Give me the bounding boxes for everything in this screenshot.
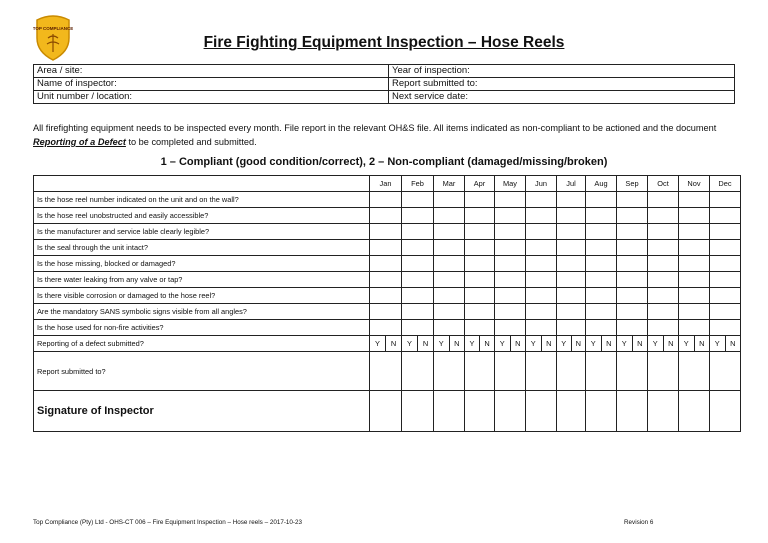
check-cell-apr[interactable]: [465, 208, 495, 224]
next-service-date-field[interactable]: Next service date:: [389, 91, 735, 104]
check-cell-feb[interactable]: [402, 240, 434, 256]
check-cell-jan[interactable]: [370, 320, 402, 336]
check-cell-mar[interactable]: [434, 272, 465, 288]
no-option[interactable]: N: [699, 339, 705, 348]
check-cell-jan[interactable]: [370, 288, 402, 304]
reporting-defect-reference: Reporting of a Defect: [33, 137, 126, 147]
signature-cell-sep[interactable]: [617, 391, 648, 432]
check-cell-sep[interactable]: [617, 240, 648, 256]
question-label: Is the hose missing, blocked or damaged?: [34, 256, 370, 272]
check-cell-sep[interactable]: [617, 320, 648, 336]
check-cell-jan[interactable]: [370, 224, 402, 240]
no-option[interactable]: N: [606, 339, 612, 348]
yes-no-cell-dec: [710, 336, 741, 352]
check-cell-apr[interactable]: [465, 272, 495, 288]
report-cell-dec[interactable]: [710, 352, 741, 391]
check-cell-jun[interactable]: [526, 224, 557, 240]
check-cell-jan[interactable]: [370, 256, 402, 272]
month-header-nov: Nov: [679, 176, 710, 192]
no-option[interactable]: N: [422, 339, 429, 348]
signature-cell-feb[interactable]: [402, 391, 434, 432]
check-cell-dec[interactable]: [710, 272, 741, 288]
yes-no-cell-sep: [617, 336, 648, 352]
month-header-may: May: [495, 176, 526, 192]
check-cell-may[interactable]: [495, 288, 526, 304]
report-submitted-label: Report submitted to?: [34, 352, 370, 391]
check-cell-apr[interactable]: [465, 320, 495, 336]
table-row: [34, 208, 741, 224]
check-cell-feb[interactable]: [402, 288, 434, 304]
check-cell-jun[interactable]: [526, 320, 557, 336]
check-cell-jan[interactable]: [370, 192, 402, 208]
check-cell-apr[interactable]: [465, 192, 495, 208]
check-cell-sep[interactable]: [617, 272, 648, 288]
check-cell-apr[interactable]: [465, 304, 495, 320]
yes-option[interactable]: Y: [557, 336, 572, 351]
check-cell-jun[interactable]: [526, 256, 557, 272]
check-cell-dec[interactable]: [710, 320, 741, 336]
check-cell-jan[interactable]: [370, 272, 402, 288]
check-cell-may[interactable]: [495, 272, 526, 288]
report-cell-jul[interactable]: [557, 352, 586, 391]
month-header-jul: Jul: [557, 176, 586, 192]
question-label: Are the mandatory SANS symbolic signs visible from all angles?: [34, 304, 370, 320]
check-cell-jun[interactable]: [526, 288, 557, 304]
check-cell-oct[interactable]: [648, 320, 679, 336]
report-submitted-field[interactable]: Report submitted to:: [389, 78, 735, 91]
check-cell-oct[interactable]: [648, 192, 679, 208]
footer-revision: Revision 6: [624, 519, 654, 526]
check-cell-feb[interactable]: [402, 256, 434, 272]
check-cell-apr[interactable]: [465, 224, 495, 240]
check-cell-oct[interactable]: [648, 208, 679, 224]
no-option[interactable]: N: [546, 339, 552, 348]
instructions-text: All firefighting equipment needs to be inspected every month. File report in the relevant OH&S file. All items indicated as non-compliant to be actioned and the document: [33, 123, 717, 133]
no-option[interactable]: N: [454, 339, 460, 348]
no-option[interactable]: N: [668, 339, 674, 348]
check-cell-mar[interactable]: [434, 320, 465, 336]
question-label: Is the hose reel unobstructed and easily accessible?: [34, 208, 370, 224]
yes-option[interactable]: Y: [526, 336, 542, 351]
check-cell-aug[interactable]: [586, 208, 617, 224]
table-row: [34, 272, 741, 288]
check-cell-jul[interactable]: [557, 288, 586, 304]
check-cell-mar[interactable]: [434, 256, 465, 272]
yes-no-cell-oct: [648, 336, 679, 352]
check-cell-dec[interactable]: [710, 224, 741, 240]
report-cell-sep[interactable]: [617, 352, 648, 391]
report-cell-feb[interactable]: [402, 352, 434, 391]
check-cell-apr[interactable]: [465, 288, 495, 304]
yes-option[interactable]: Y: [402, 336, 418, 351]
check-cell-sep[interactable]: [617, 208, 648, 224]
check-cell-nov[interactable]: [679, 192, 710, 208]
question-label: Is there visible corrosion or damaged to the hose reel?: [34, 288, 370, 304]
yes-no-cell-mar: [434, 336, 465, 352]
month-header-aug: Aug: [586, 176, 617, 192]
check-cell-dec[interactable]: [710, 192, 741, 208]
svg-text:TOP COMPLIANCE: TOP COMPLIANCE: [33, 26, 73, 31]
yes-option[interactable]: Y: [586, 336, 602, 351]
check-cell-jan[interactable]: [370, 240, 402, 256]
check-cell-may[interactable]: [495, 224, 526, 240]
check-cell-sep[interactable]: [617, 192, 648, 208]
report-cell-apr[interactable]: [465, 352, 495, 391]
check-cell-sep[interactable]: [617, 288, 648, 304]
check-cell-dec[interactable]: [710, 240, 741, 256]
info-table: [33, 64, 735, 104]
table-row: [34, 304, 741, 320]
question-label: Is the hose used for non-fire activities?: [34, 320, 370, 336]
check-cell-jul[interactable]: [557, 208, 586, 224]
check-cell-jul[interactable]: [557, 240, 586, 256]
month-header-jun: Jun: [526, 176, 557, 192]
check-cell-oct[interactable]: [648, 304, 679, 320]
check-cell-nov[interactable]: [679, 272, 710, 288]
check-cell-may[interactable]: [495, 320, 526, 336]
question-label: Is the seal through the unit intact?: [34, 240, 370, 256]
check-cell-jul[interactable]: [557, 272, 586, 288]
check-cell-mar[interactable]: [434, 304, 465, 320]
table-row: [34, 224, 741, 240]
yes-option[interactable]: Y: [495, 336, 511, 351]
year-of-inspection-field[interactable]: Year of inspection:: [389, 65, 735, 78]
check-cell-sep[interactable]: [617, 256, 648, 272]
yes-option[interactable]: Y: [434, 336, 450, 351]
signature-cell-oct[interactable]: [648, 391, 679, 432]
check-cell-may[interactable]: [495, 192, 526, 208]
report-cell-jun[interactable]: [526, 352, 557, 391]
yes-option[interactable]: Y: [370, 336, 386, 351]
check-cell-apr[interactable]: [465, 256, 495, 272]
signature-cell-may[interactable]: [495, 391, 526, 432]
check-cell-jul[interactable]: [557, 256, 586, 272]
signature-cell-apr[interactable]: [465, 391, 495, 432]
check-cell-nov[interactable]: [679, 208, 710, 224]
table-row: [34, 320, 741, 336]
question-label: Is there water leaking from any valve or tap?: [34, 272, 370, 288]
check-cell-jun[interactable]: [526, 240, 557, 256]
check-cell-apr[interactable]: [465, 240, 495, 256]
yes-option[interactable]: Y: [465, 336, 480, 351]
check-cell-jun[interactable]: [526, 192, 557, 208]
month-header-oct: Oct: [648, 176, 679, 192]
yes-no-cell-may: [495, 336, 526, 352]
no-option[interactable]: N: [730, 339, 736, 348]
check-cell-dec[interactable]: [710, 288, 741, 304]
signature-cell-nov[interactable]: [679, 391, 710, 432]
check-cell-mar[interactable]: [434, 192, 465, 208]
month-header-apr: Apr: [465, 176, 495, 192]
check-cell-aug[interactable]: [586, 192, 617, 208]
signature-row: [34, 391, 741, 432]
check-cell-jul[interactable]: [557, 224, 586, 240]
signature-cell-jun[interactable]: [526, 391, 557, 432]
yes-option[interactable]: Y: [710, 336, 726, 351]
check-cell-aug[interactable]: [586, 256, 617, 272]
check-cell-aug[interactable]: [586, 288, 617, 304]
yes-no-cell-feb: [402, 336, 434, 352]
month-header-row: [34, 176, 741, 192]
report-cell-jan[interactable]: [370, 352, 402, 391]
check-cell-jan[interactable]: [370, 304, 402, 320]
check-cell-oct[interactable]: [648, 256, 679, 272]
check-cell-may[interactable]: [495, 256, 526, 272]
check-cell-feb[interactable]: [402, 192, 434, 208]
yes-option[interactable]: Y: [648, 336, 664, 351]
question-label: Is the manufacturer and service lable clearly legible?: [34, 224, 370, 240]
report-cell-oct[interactable]: [648, 352, 679, 391]
check-cell-aug[interactable]: [586, 304, 617, 320]
check-cell-aug[interactable]: [586, 240, 617, 256]
yes-no-cell-apr: [465, 336, 495, 352]
check-cell-feb[interactable]: [402, 272, 434, 288]
yes-option[interactable]: Y: [679, 336, 695, 351]
check-cell-dec[interactable]: [710, 256, 741, 272]
check-cell-oct[interactable]: [648, 224, 679, 240]
instructions-text-end: to be completed and submitted.: [125, 137, 257, 147]
check-cell-oct[interactable]: [648, 240, 679, 256]
report-cell-aug[interactable]: [586, 352, 617, 391]
question-label: Is the hose reel number indicated on the unit and on the wall?: [34, 192, 370, 208]
month-header-sep: Sep: [617, 176, 648, 192]
yes-no-cell-aug: [586, 336, 617, 352]
check-cell-mar[interactable]: [434, 288, 465, 304]
check-cell-dec[interactable]: [710, 304, 741, 320]
check-cell-jun[interactable]: [526, 208, 557, 224]
signature-cell-jul[interactable]: [557, 391, 586, 432]
check-cell-nov[interactable]: [679, 240, 710, 256]
table-row: [34, 256, 741, 272]
signature-cell-mar[interactable]: [434, 391, 465, 432]
no-option[interactable]: N: [515, 339, 521, 348]
check-cell-mar[interactable]: [434, 240, 465, 256]
month-header-mar: Mar: [434, 176, 465, 192]
check-cell-may[interactable]: [495, 208, 526, 224]
no-option[interactable]: N: [575, 339, 581, 348]
defect-reporting-label: Reporting of a defect submitted?: [34, 336, 370, 352]
yes-no-cell-jul: [557, 336, 586, 352]
signature-label: Signature of Inspector: [34, 391, 370, 432]
check-cell-jun[interactable]: [526, 272, 557, 288]
no-option[interactable]: N: [484, 339, 490, 348]
check-cell-jul[interactable]: [557, 320, 586, 336]
page-title: Fire Fighting Equipment Inspection – Hose Reels: [203, 34, 565, 51]
report-cell-mar[interactable]: [434, 352, 465, 391]
signature-cell-jan[interactable]: [370, 391, 402, 432]
check-cell-jan[interactable]: [370, 208, 402, 224]
table-row: [34, 192, 741, 208]
check-cell-jul[interactable]: [557, 192, 586, 208]
month-header-dec: Dec: [710, 176, 741, 192]
check-cell-feb[interactable]: [402, 320, 434, 336]
month-header-feb: Feb: [402, 176, 434, 192]
table-row: [34, 240, 741, 256]
yes-no-cell-jan: [370, 336, 402, 352]
check-cell-jul[interactable]: [557, 304, 586, 320]
area-site-field[interactable]: Area / site:: [34, 65, 389, 78]
check-cell-feb[interactable]: [402, 208, 434, 224]
table-row: [34, 288, 741, 304]
yes-option[interactable]: Y: [617, 336, 633, 351]
question-header-cell: [34, 176, 370, 192]
check-cell-nov[interactable]: [679, 288, 710, 304]
check-cell-feb[interactable]: [402, 304, 434, 320]
unit-location-field[interactable]: Unit number / location:: [34, 91, 389, 104]
check-cell-may[interactable]: [495, 304, 526, 320]
check-cell-dec[interactable]: [710, 208, 741, 224]
check-cell-nov[interactable]: [679, 256, 710, 272]
yes-no-cell-jun: [526, 336, 557, 352]
defect-reporting-row: [34, 336, 741, 352]
instructions: [33, 121, 738, 149]
report-cell-may[interactable]: [495, 352, 526, 391]
check-cell-jun[interactable]: [526, 304, 557, 320]
check-cell-aug[interactable]: [586, 272, 617, 288]
check-cell-oct[interactable]: [648, 288, 679, 304]
check-cell-feb[interactable]: [402, 224, 434, 240]
check-cell-may[interactable]: [495, 240, 526, 256]
check-cell-nov[interactable]: [679, 320, 710, 336]
inspector-name-field[interactable]: Name of inspector:: [34, 78, 389, 91]
signature-cell-dec[interactable]: [710, 391, 741, 432]
footer-document-info: Top Compliance (Pty) Ltd - OHS-CT 006 – Fire Equipment Inspection – Hose reels – 2017-10-23: [33, 519, 303, 526]
inspection-grid: [33, 175, 741, 432]
check-cell-mar[interactable]: [434, 224, 465, 240]
rating-legend: 1 – Compliant (good condition/correct), 2 – Non-compliant (damaged/missing/broken): [160, 156, 608, 168]
yes-no-cell-nov: [679, 336, 710, 352]
report-submitted-row: [34, 352, 741, 391]
report-cell-nov[interactable]: [679, 352, 710, 391]
check-cell-nov[interactable]: [679, 224, 710, 240]
signature-cell-aug[interactable]: [586, 391, 617, 432]
check-cell-sep[interactable]: [617, 304, 648, 320]
no-option[interactable]: N: [390, 339, 397, 348]
check-cell-aug[interactable]: [586, 224, 617, 240]
check-cell-mar[interactable]: [434, 208, 465, 224]
check-cell-aug[interactable]: [586, 320, 617, 336]
check-cell-nov[interactable]: [679, 304, 710, 320]
no-option[interactable]: N: [637, 339, 643, 348]
check-cell-sep[interactable]: [617, 224, 648, 240]
check-cell-oct[interactable]: [648, 272, 679, 288]
month-header-jan: Jan: [370, 176, 402, 192]
